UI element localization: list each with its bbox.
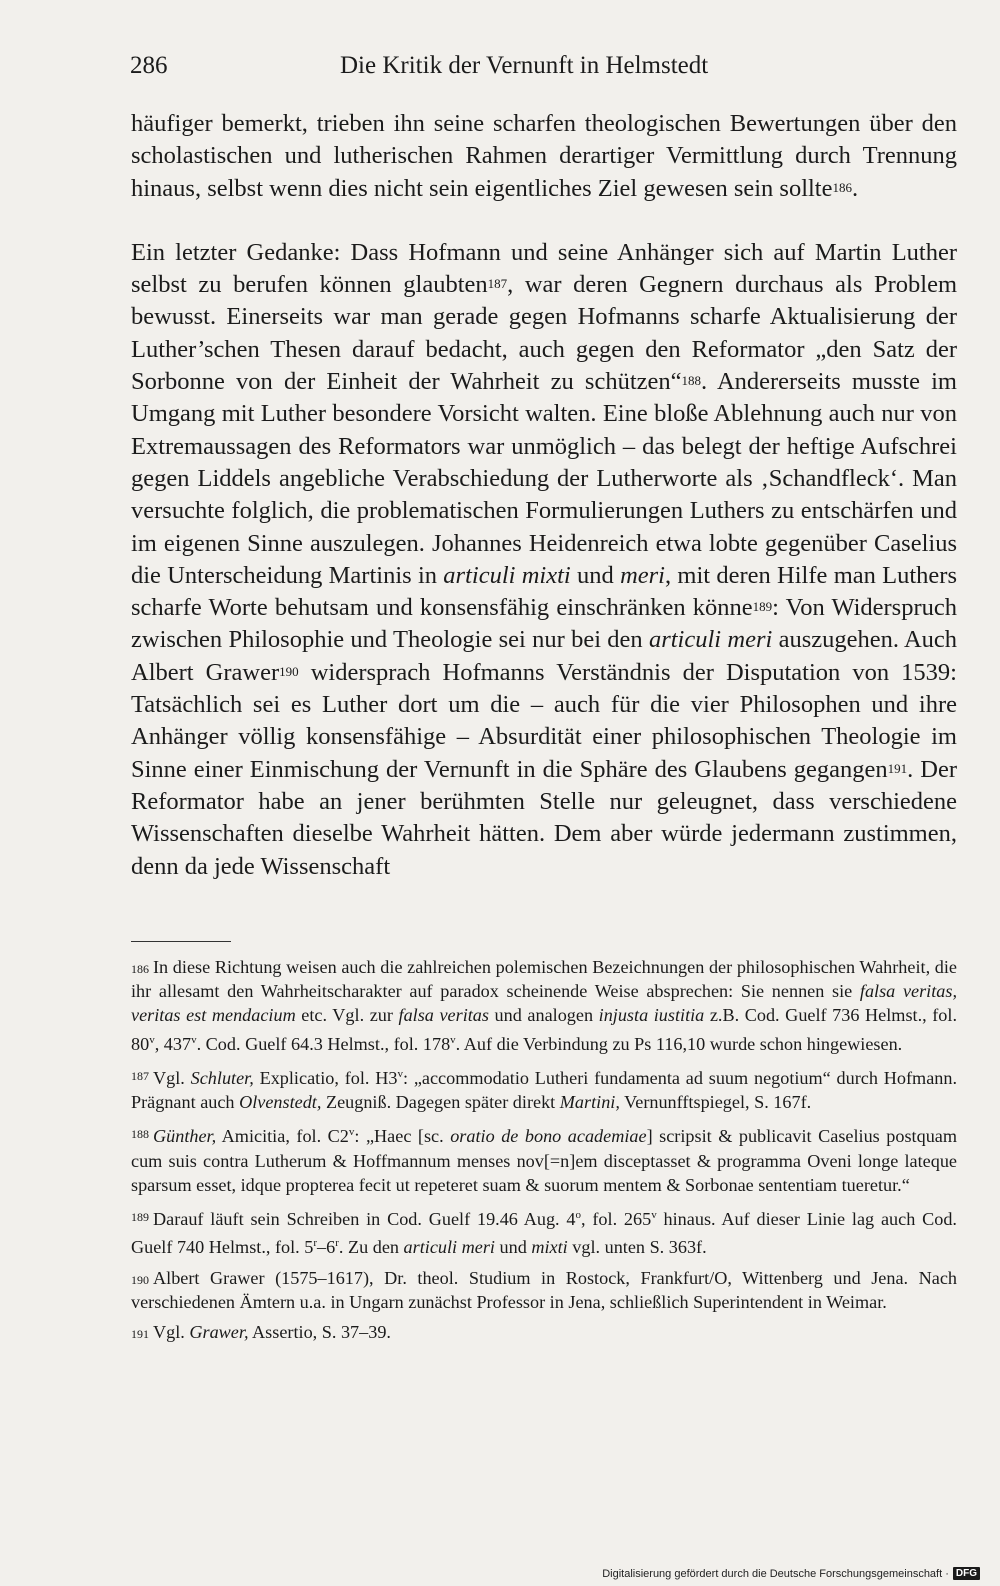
italic-author: Olvenstedt, <box>239 1092 322 1113</box>
text-run: Ein letzter Gedanke: Dass Hofmann und seine Anhänger sich auf Martin Luther selbst zu berufen können glaubten <box>131 238 957 299</box>
text-run: und analogen <box>488 1005 599 1026</box>
folio-side: r <box>313 1237 318 1250</box>
footnotes <box>131 955 957 1350</box>
text-run: Explicatio, fol. H3 <box>253 1067 398 1088</box>
footnote-ref-190[interactable]: 190 <box>279 663 299 679</box>
text-run: . Der Reformator habe an jener berühmten Stelle nur geleugnet, dass verschiedene Wissenschaften dieselbe Wahrheit hätten. Dem aber würde jedermann zustimmen, denn da jede Wissenschaft <box>131 755 958 880</box>
running-title: Die Kritik der Vernunft in Helmstedt <box>340 52 709 79</box>
text-run: Assertio, S. 37–39. <box>248 1321 391 1342</box>
folio-side: v <box>450 1033 456 1046</box>
text-run: z.B. Cod. Guelf 736 Helmst., fol. 80 <box>131 1005 957 1054</box>
footnote-divider <box>131 941 231 942</box>
text-run: In diese Richtung weisen auch die zahlreichen polemischen Bezeichnungen der philosophischen Wahrheit, die ihr allesamt den Wahrheitscharakter auf paradox scheinende Weise absprechen: Sie nennen sie <box>131 957 957 1002</box>
text-run: : „Haec [sc. <box>354 1126 451 1147</box>
italic-term: falsa veritas, veritas est mendacium <box>131 981 958 1026</box>
digitization-credit <box>602 1567 980 1580</box>
footnote-ref-191[interactable]: 191 <box>887 760 908 776</box>
folio-side: v <box>397 1067 403 1080</box>
italic-author: Günther, <box>153 1126 217 1147</box>
italic-term: mixti <box>531 1237 568 1258</box>
text-run: , fol. 265 <box>581 1209 652 1230</box>
footnote-186 <box>131 955 957 1056</box>
paragraph-2 <box>131 237 957 883</box>
paragraph-1 <box>131 108 957 205</box>
credit-text: Digitalisierung gefördert durch die Deutsche Forschungsgemeinschaft · <box>602 1567 949 1580</box>
footnote-number: 191 <box>131 1326 149 1341</box>
italic-term: injusta iustitia <box>598 1005 705 1026</box>
footnote-ref-186[interactable]: 186 <box>832 179 852 195</box>
folio-side: v <box>149 1033 155 1046</box>
italic-term: articuli meri <box>648 626 773 654</box>
text-run: ] scripsit & publicavit Caselius postquam cum suis contra Lutherum & Hoffmannum menses nov[=n]em disceptasset & programma Oveni longe lateque sparsum esset, idque propterea fecit ut repeteret suam & suorum mentem & Sorbonae sententiam tueretur.“ <box>131 1126 958 1195</box>
folio-side: v <box>348 1126 355 1139</box>
footnote-ref-188[interactable]: 188 <box>681 373 702 389</box>
text-run: widersprach Hofmanns Verständnis der Disputation von 1539: Tatsächlich sei es Luther dort um die – auch für die vier Philosophen und ihre Anhänger völlig konsensfähige – Absurdität einer philosophischen Theologie im Sinne einer Einmischung der Vernunft in die Sphäre des Glaubens gegangen <box>131 658 957 783</box>
text-run: . Zu den <box>338 1237 404 1258</box>
footnote-188 <box>131 1120 957 1197</box>
text-run: hinaus. Auf dieser Linie lag auch Cod. Guelf 740 Helmst., fol. 5 <box>131 1209 957 1258</box>
italic-author: Schluter, <box>190 1067 254 1088</box>
footnote-number: 188 <box>131 1127 149 1142</box>
text-run: , war deren Gegnern durchaus als Problem bewusst. Einerseits war man gerade gegen Hofmanns scharfe Aktualisierung der Luther’schen Thesen darauf bedacht, auch gegen den Reformator „den Satz der Sorbonne von der Einheit der Wahrheit zu schützen“ <box>131 271 957 396</box>
superscript: o <box>575 1209 581 1222</box>
text-run: Zeugniß. Dagegen später direkt <box>321 1092 560 1113</box>
text-run: . Cod. Guelf 64.3 Helmst., fol. 178 <box>196 1033 451 1054</box>
text-run: –6 <box>317 1237 336 1258</box>
text-run: , 437 <box>154 1033 192 1054</box>
text-run: Amicitia, fol. C2 <box>216 1126 349 1147</box>
footnote-191 <box>131 1320 957 1344</box>
footnote-ref-189[interactable]: 189 <box>752 599 773 615</box>
text-run: und <box>494 1237 532 1258</box>
italic-term: articuli meri <box>403 1237 495 1258</box>
text-run: , mit deren Hilfe man Luthers scharfe Worte behutsam und konsensfähig einschränken könne <box>131 561 957 622</box>
text-run: vgl. unten S. 363f. <box>567 1237 707 1258</box>
italic-term: meri <box>620 561 665 589</box>
footnote-number: 187 <box>131 1068 149 1083</box>
text-run: etc. Vgl. zur <box>295 1005 399 1026</box>
footnote-ref-187[interactable]: 187 <box>487 276 508 292</box>
italic-term: oratio de bono academiae <box>450 1126 647 1147</box>
footnote-187 <box>131 1062 957 1114</box>
italic-term: falsa veritas <box>398 1005 489 1026</box>
main-text <box>131 108 957 883</box>
text-run: Vernunfftspiegel, S. 167f. <box>619 1092 812 1113</box>
italic-author: Grawer, <box>189 1321 249 1342</box>
text-run: Albert Grawer (1575–1617), Dr. theol. Studium in Rostock, Frankfurt/O, Wittenberg und Jena. Nach verschiedenen Ämtern u.a. in Ungarn zunächst Professor in Jena, schließlich Superintendent in Weimar. <box>131 1267 957 1312</box>
dfg-logo: DFG <box>953 1567 980 1580</box>
text-run: : „accommodatio Lutheri fundamenta ad suum negotium“ durch Hofmann. Prägnant auch <box>131 1067 958 1113</box>
text-run: . Auf die Verbindung zu Ps 116,10 wurde schon hingewiesen. <box>455 1033 903 1054</box>
footnote-number: 190 <box>131 1272 149 1287</box>
italic-author: Martini, <box>559 1092 620 1113</box>
text-run: . Andererseits musste im Umgang mit Luther besondere Vorsicht walten. Eine bloße Ablehnung auch nur von Extremaussagen des Reformators war unmöglich – das belegt der heftige Aufschrei gegen Liddels angebliche Verabschiedung der Lutherworte als ‚Schandfleck‘. Man versuchte folglich, die problematischen Formulierungen Luthers zu entschärfen und im eigenen Sinne auszulegen. Johannes Heidenreich etwa lobte gegenüber Caselius die Unterscheidung Martinis in <box>131 368 957 589</box>
folio-side: v <box>651 1209 657 1222</box>
text-run: und <box>570 561 621 589</box>
folio-side: r <box>335 1237 339 1250</box>
footnote-number: 189 <box>131 1210 149 1225</box>
text-run: Darauf läuft sein Schreiben in Cod. Guelf 19.46 Aug. 4 <box>153 1209 576 1230</box>
text-run: häufiger bemerkt, trieben ihn seine scharfen theologischen Bewertungen über den scholastischen und lutherischen Rahmen derartiger Vermittlung durch Trennung hinaus, selbst wenn dies nicht sein eigentliches Ziel gewesen sein sollte <box>131 110 957 202</box>
footnote-189 <box>131 1203 957 1260</box>
text-run: Vgl. <box>153 1067 191 1088</box>
text-run: : Von Widerspruch zwischen Philosophie und Theologie sei nur bei den <box>131 594 957 654</box>
text-run: . <box>852 174 859 202</box>
footnote-number: 186 <box>131 962 149 976</box>
italic-term: articuli mixti <box>443 561 571 589</box>
footnote-190 <box>131 1266 957 1314</box>
text-run: Vgl. <box>153 1321 190 1342</box>
folio-side: v <box>191 1033 197 1046</box>
text-run: auszugehen. Auch Albert Grawer <box>131 626 958 686</box>
page-number: 286 <box>130 52 168 79</box>
